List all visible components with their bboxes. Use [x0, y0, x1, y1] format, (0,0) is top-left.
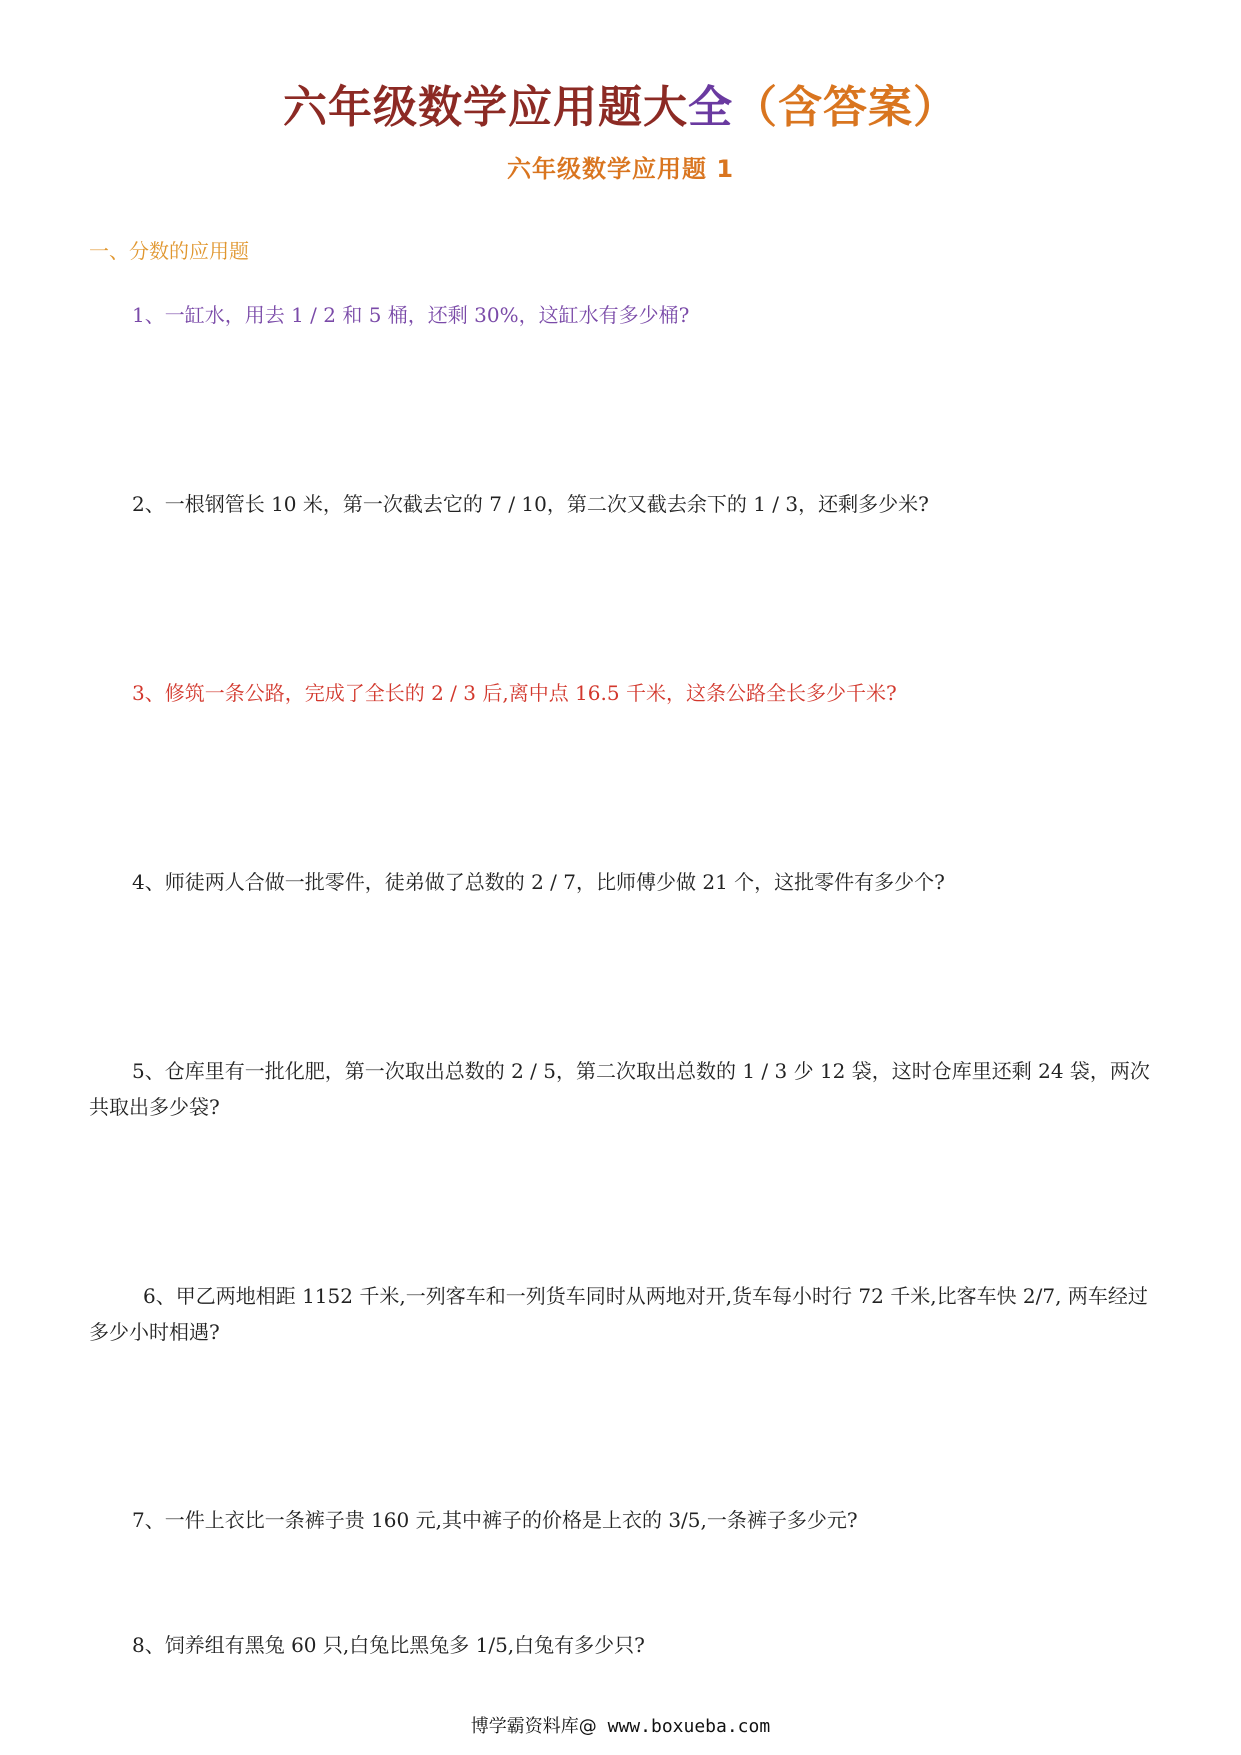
question-7: 7、一件上衣比一条裤子贵 160 元,其中裤子的价格是上衣的 3/5,一条裤子多少元? [132, 1508, 858, 1532]
question-2: 2、一根钢管长 10 米，第一次截去它的 7 / 10，第二次又截去余下的 1 / 3，还剩多少米? [132, 492, 929, 516]
question-5: 5、仓库里有一批化肥，第一次取出总数的 2 / 5，第二次取出总数的 1 / 3 少 12 袋，这时仓库里还剩 24 袋，两次共取出多少袋? [89, 1059, 1150, 1119]
title-part-answers: （含答案） [733, 82, 958, 133]
question-3: 3、修筑一条公路，完成了全长的 2 / 3 后,离中点 16.5 千米，这条公路全长多少千米? [132, 681, 897, 705]
document-subtitle: 六年级数学应用题 1 [506, 155, 735, 183]
footer-brand: 博学霸资料库@ [470, 1716, 597, 1737]
question-1: 1、一缸水，用去 1 / 2 和 5 桶，还剩 30%，这缸水有多少桶? [132, 303, 690, 327]
footer-url: www.boxueba.com [596, 1716, 771, 1737]
question-8: 8、饲养组有黑兔 60 只,白兔比黑兔多 1/5,白兔有多少只? [132, 1633, 645, 1657]
title-part-main: 六年级数学应用题大 [283, 82, 688, 133]
page-footer [0, 1714, 1241, 1740]
section-heading: 一、分数的应用题 [89, 239, 249, 263]
document-title [0, 80, 1241, 136]
question-4: 4、师徒两人合做一批零件，徒弟做了总数的 2 / 7，比师傅少做 21 个，这批零件有多少个? [132, 870, 945, 894]
question-6: 6、甲乙两地相距 1152 千米,一列客车和一列货车同时从两地对开,货车每小时行 72 千米,比客车快 2/7, 两车经过多少小时相遇? [89, 1284, 1148, 1344]
title-part-accent: 全 [688, 82, 733, 133]
